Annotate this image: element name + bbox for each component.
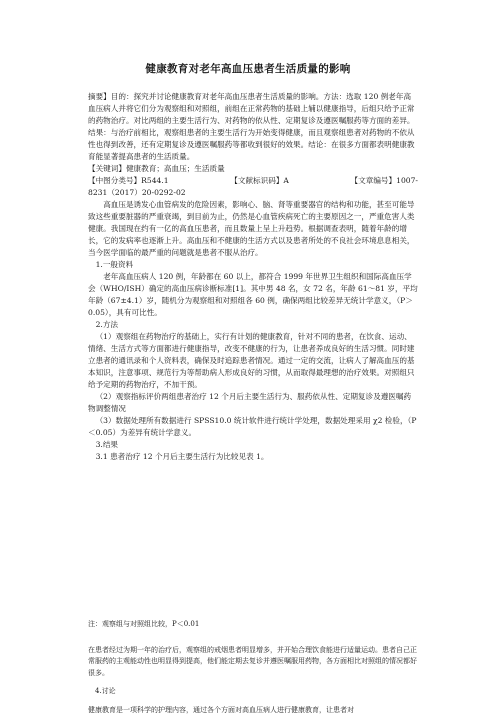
intro-paragraph: 高血压是诱发心血管病发的危险因素，影响心、脑、肾等重要器官的结构和功能，甚至可能导致这些重要脏器的严重衰竭，到目前为止，仍然是心血管疾病死亡的主要原因之一，严重危害人类健康。我国现在约有一亿的高血压患者，而且数量上呈上升趋势。根据调查表明，随着年龄的增长，它的发病率也逐渐上升。高血压和不健康的生活方式以及患者所处的不良社会环境息息相关，当今医学面临的最严重的问题就是患者不服从治疗。 [88,200,415,257]
article-number-label: 【文章编号】1007- [350,176,418,185]
keywords-line: 【关键词】健康教育；高血压；生活质量 [88,164,225,173]
section-2-heading: 2.方法 [95,320,119,329]
section-2-paragraph-1: （1）观察组在药物治疗的基础上，实行有计划的健康教育，针对不同的患者，在饮食、运动、情绪、生活方式等方面都进行健康指导，改变不健康的行为，让患者养成良好的生活习惯。同时建立患者的通讯录和个人资料表，确保及时追踪患者情况。通过一定的交流，让病人了解高血压的基本知识，注意事项、规范行为等帮助病人形成良好的习惯，从而取得最理想的治疗效果。对照组只给予定期的药物治疗，不加干预。 [88,332,415,389]
discussion-block [88,638,418,723]
metadata-row [88,175,418,187]
result-paragraph: 在患者经过为期一年的治疗后，观察组的戒烟患者明显增多，并开始合理饮食能进行适量运动。患者自己正常服药的主观能动性也明显得到提高，他们能定期去复诊并遵医嘱服用药物，各方面相比对照组的情况都好很多。 [88,646,417,677]
section-2-paragraph-3: （3）数据处理所有数据进行 SPSS10.0 统计软件进行统计学处理，数据处理采用 χ2 检验，（P＜0.05）为差异有统计学意义。 [88,416,417,437]
section-3-heading: 3.结果 [95,440,119,449]
note-block [88,612,418,637]
paper-body [88,91,418,463]
article-number-continued: 8231（2017）20-0292-02 [88,188,186,197]
section-4-heading: 4.讨论 [95,687,116,696]
section-3-text: 3.1 患者治疗 12 个月后主要生活行为比较见表 1。 [95,452,269,461]
section-2-paragraph-2: （2）观察指标评价两组患者治疗 12 个月后主要生活行为、服药依从性、定期复诊及遵医嘱药物调整情况 [88,392,412,413]
section-4-text: 健康教育是一项科学的护理内容，通过各个方面对高血压病人进行健康教育，让患者对 [88,705,354,714]
section-1-text: 老年高血压病人 120 例，年龄都在 60 以上，都符合 1999 年世界卫生组织和国际高血压学会（WHO/ISH）确定的高血压病诊断标准[1]。其中男 48 名，女 72 名，年龄 61～81 岁，平均年龄（67±4.1）岁，随机分为观察组和对照组各 60 例，确保两组比较差异无统计学意义，（P＞0.05），具有可比性。 [88,272,418,317]
table-note: 注：观察组与对照组比较，P＜0.01 [88,620,200,628]
section-1-heading: 1.一般资料 [95,260,134,269]
document-code: 【文献标识码】A [230,176,289,185]
abstract-text: 摘要】目的：探究并讨论健康教育对老年高血压患者生活质量的影响。方法：选取 120 例老年高血压病人并将它们分为观察组和对照组，前组在正常药物的基础上辅以健康指导，后组只给予正常的药物治疗。对比两组的主要生活行为、对药物的依从性、定期复诊及遵医嘱服药等方面的差异。结果：与治疗前相比，观察组患者的主要生活行为开始变得健康，而且观察组患者对药物的不依从性也得到改善，还有定期复诊及遵医嘱服药等都收到很好的效果。结论：在很多方面都表明健康教育能显著提高患者的生活质量。 [88,92,415,161]
class-number: 【中图分类号】R544.1 [88,176,169,185]
paper-title: 健康教育对老年高血压患者生活质量的影响 [145,63,351,75]
